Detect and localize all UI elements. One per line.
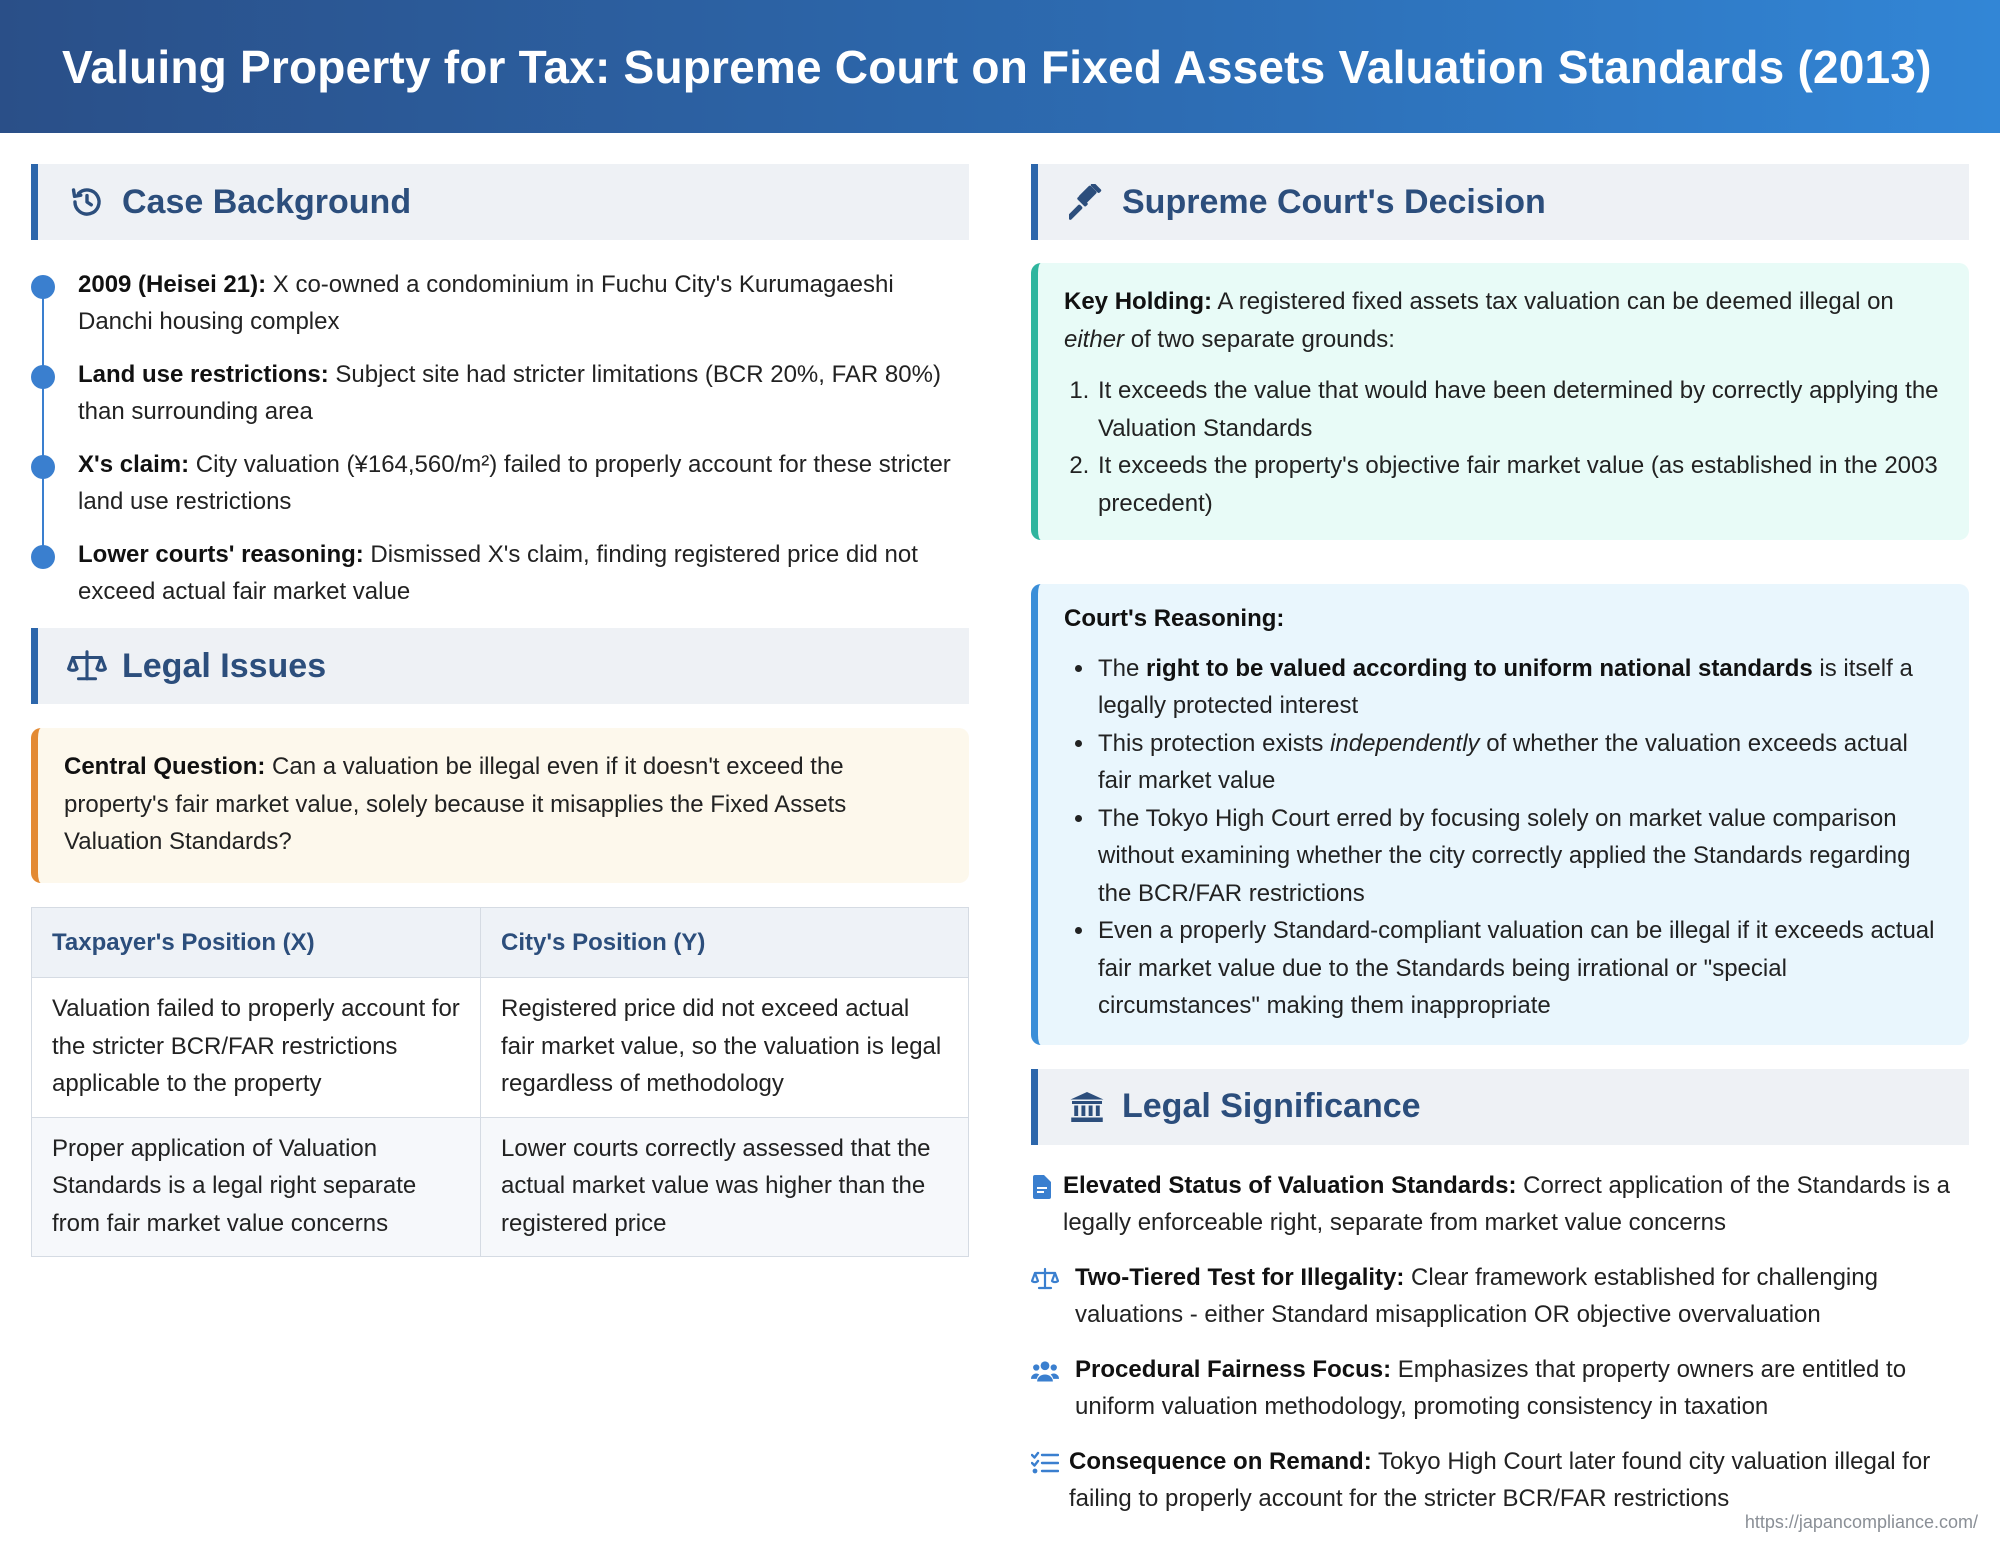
landmark-icon <box>1066 1086 1108 1128</box>
table-cell: Proper application of Valuation Standards is a legal right separate from fair market value concerns <box>32 1117 481 1257</box>
reasoning-part: This protection exists <box>1098 729 1331 757</box>
key-holding-text <box>1064 283 1945 358</box>
reasoning-bold: right to be valued according to uniform national standards <box>1146 654 1813 682</box>
timeline-text: Dismissed X's claim, finding registered price did not exceed actual fair market value <box>78 541 918 605</box>
central-question-label: Central Question: <box>64 753 266 780</box>
reasoning-item: • The Tokyo High Court erred by focusing solely on market value comparison without examining whether the city correctly applied the Standards regarding the BCR/FAR restrictions <box>1096 800 1945 913</box>
table-header-taxpayer: Taxpayer's Position (X) <box>32 907 481 978</box>
reasoning-part: is itself a legally protected interest <box>1098 654 1913 719</box>
scales-icon <box>66 645 108 687</box>
case-background-title: Case Background <box>122 182 412 221</box>
reasoning-box <box>1031 584 1969 1045</box>
decision-header <box>1031 164 1969 240</box>
significance-label: Procedural Fairness Focus: <box>1075 1355 1392 1383</box>
significance-label: Elevated Status of Valuation Standards: <box>1063 1171 1517 1199</box>
case-background-header <box>31 164 969 240</box>
table-cell: Registered price did not exceed actual fair market value, so the valuation is legal regardless of methodology <box>481 978 969 1118</box>
significance-label: Two-Tiered Test for Illegality: <box>1075 1263 1405 1291</box>
timeline-item <box>31 266 969 340</box>
significance-header <box>1031 1069 1969 1145</box>
table-cell: Valuation failed to properly account for the stricter BCR/FAR restrictions applicable to the property <box>32 978 481 1118</box>
timeline-item <box>31 536 969 610</box>
source-url[interactable]: https://japancompliance.com/ <box>1744 1512 1978 1532</box>
grounds-list <box>1064 372 1945 522</box>
significance-item <box>1031 1443 1969 1518</box>
positions-table <box>31 907 969 1258</box>
gavel-icon <box>1066 181 1108 223</box>
reasoning-label: Court's Reasoning: <box>1064 605 1285 632</box>
page-title: Valuing Property for Tax: Supreme Court on Fixed Assets Valuation Standards (2013) <box>62 40 1932 93</box>
timeline-item <box>31 356 969 430</box>
decision-title: Supreme Court's Decision <box>1122 182 1546 221</box>
document-icon <box>1031 1173 1053 1201</box>
key-holding-box <box>1031 263 1969 540</box>
significance-list <box>1031 1167 1969 1518</box>
reasoning-item <box>1096 650 1945 725</box>
significance-text: Tokyo High Court later found city valuation illegal for failing to properly account for the stricter BCR/FAR restrictions <box>1069 1447 1931 1512</box>
reasoning-item: • Even a properly Standard-compliant valuation can be illegal if it exceeds actual fair market value due to the Standards being irrational or "special circumstances" making them inappropriate <box>1096 912 1945 1025</box>
page-header <box>0 0 2000 133</box>
central-question-callout <box>31 728 969 883</box>
timeline-item <box>31 446 969 520</box>
key-holding-part: A registered fixed assets tax valuation can be deemed illegal on <box>1212 288 1894 315</box>
reasoning-list <box>1064 650 1945 1025</box>
central-question-text: Can a valuation be illegal even if it doesn't exceed the property's fair market value, solely because it misapplies the Fixed Assets Valuation Standards? <box>64 753 847 855</box>
reasoning-emphasis: independently <box>1330 729 1480 757</box>
significance-item <box>1031 1259 1969 1334</box>
checklist-icon <box>1031 1449 1059 1477</box>
significance-item <box>1031 1351 1969 1426</box>
table-cell: Lower courts correctly assessed that the actual market value was higher than the registered price <box>481 1117 969 1257</box>
significance-label: Consequence on Remand: <box>1069 1447 1372 1475</box>
timeline-label: Land use restrictions: <box>78 361 329 388</box>
significance-text: Emphasizes that property owners are entitled to uniform valuation methodology, promoting consistency in taxation <box>1075 1355 1907 1420</box>
significance-title: Legal Significance <box>1122 1087 1421 1125</box>
table-header-row <box>32 907 969 978</box>
timeline-dot <box>31 275 55 299</box>
significance-item <box>1031 1167 1969 1242</box>
key-holding-label: Key Holding: <box>1064 288 1212 315</box>
ground-item: 2. It exceeds the property's objective fair market value (as established in the 2003 precedent) <box>1096 447 1945 522</box>
ground-item: 1. It exceeds the value that would have been determined by correctly applying the Valuation Standards <box>1096 372 1945 447</box>
significance-text: Clear framework established for challenging valuations - either Standard misapplication OR objective overvaluation <box>1075 1263 1878 1328</box>
left-column <box>31 164 969 1257</box>
users-icon <box>1031 1357 1059 1385</box>
table-header-city: City's Position (Y) <box>481 907 969 978</box>
timeline-label: 2009 (Heisei 21): <box>78 271 267 298</box>
right-column <box>1031 164 1969 1535</box>
significance-text: Correct application of the Standards is a legally enforceable right, separate from market value concerns <box>1063 1171 1951 1236</box>
key-holding-part: of two separate grounds: <box>1124 325 1395 353</box>
key-holding-emphasis: either <box>1064 325 1125 353</box>
reasoning-part: of whether the valuation exceeds actual fair market value <box>1098 729 1908 794</box>
timeline-dot <box>31 545 55 569</box>
case-timeline <box>31 266 969 610</box>
timeline-text: Subject site had stricter limitations (BCR 20%, FAR 80%) than surrounding area <box>78 361 941 425</box>
timeline-text: X co-owned a condominium in Fuchu City's Kurumagaeshi Danchi housing complex <box>78 271 894 335</box>
reasoning-part: The <box>1098 654 1147 682</box>
timeline-text: City valuation (¥164,560/m²) failed to properly account for these stricter land use restrictions <box>78 451 951 515</box>
table-row <box>32 978 969 1118</box>
legal-issues-header <box>31 628 969 704</box>
timeline-label: X's claim: <box>78 451 190 478</box>
history-icon <box>66 181 108 223</box>
legal-issues-title: Legal Issues <box>122 646 327 685</box>
scales-icon <box>1031 1265 1059 1293</box>
timeline-label: Lower courts' reasoning: <box>78 541 364 568</box>
timeline-dot <box>31 455 55 479</box>
reasoning-item <box>1096 725 1945 800</box>
table-row <box>32 1117 969 1257</box>
timeline-dot <box>31 365 55 389</box>
